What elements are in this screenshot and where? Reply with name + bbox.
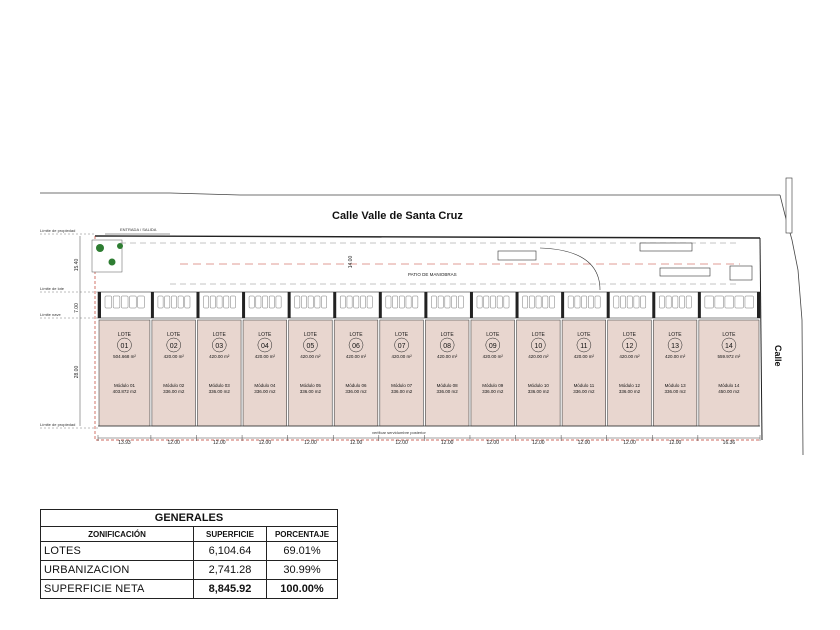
summary-title: GENERALES	[41, 510, 338, 527]
module-label: Módulo 01	[113, 383, 135, 388]
module-label: Módulo 10	[527, 383, 549, 388]
gate-box	[730, 266, 752, 280]
lot-area: 420.00 m²	[163, 354, 184, 359]
lot-number: 03	[215, 343, 224, 350]
lot-number: 06	[352, 343, 360, 350]
parking-stall	[445, 296, 450, 308]
lot-area: 420.00 m²	[437, 354, 458, 359]
lot-width-dim: 12.00	[349, 440, 363, 446]
parking-stall	[620, 296, 625, 308]
parking-stall	[705, 296, 714, 308]
module-area: 336.00 m2	[163, 389, 185, 394]
parking-stall	[568, 296, 573, 308]
lot-number: 04	[260, 343, 269, 350]
parking-stall	[413, 296, 418, 308]
parking-stall	[322, 296, 327, 308]
row-pct: 69.01%	[267, 542, 338, 561]
label-property-limit: Límite de propiedad	[40, 228, 76, 233]
parking-stall	[575, 296, 580, 308]
lot-area: 420.00 m²	[482, 354, 503, 359]
dock-separator	[242, 292, 245, 318]
module-label: Módulo 11	[573, 383, 595, 388]
dim-side-large: 28.00	[74, 365, 80, 379]
lot-width-dim: 13.93	[118, 440, 131, 446]
parking-stall	[301, 296, 306, 308]
parking-stall	[627, 296, 632, 308]
lot-width-dim: 12.00	[486, 440, 500, 446]
lot-number: 10	[534, 343, 543, 350]
module-area: 336.00 m2	[573, 389, 595, 394]
lot-number: 01	[120, 343, 129, 350]
parking-stall	[165, 296, 170, 308]
lot-label: LOTE	[167, 332, 181, 338]
module-area: 336.00 m2	[664, 389, 686, 394]
lot-width-dim: 12.00	[167, 440, 180, 446]
module-label: Módulo 09	[482, 383, 504, 388]
lot-width-dim: 12.00	[258, 440, 272, 446]
lot-number: 05	[306, 343, 315, 350]
dim-front-top: 15.40	[74, 258, 80, 272]
module-area: 336.00 m2	[436, 389, 458, 394]
lot-label: LOTE	[722, 332, 736, 338]
dock-separator	[607, 292, 610, 318]
row-area: 6,104.64	[194, 542, 267, 561]
lot-width-dim: 12.00	[213, 440, 226, 446]
parking-stall	[614, 296, 619, 308]
table-row	[41, 542, 338, 561]
lot-label: LOTE	[531, 332, 545, 338]
table-row	[41, 580, 338, 599]
parking-stall	[673, 296, 678, 308]
header-zonificacion: ZONIFICACIÓN	[41, 527, 194, 542]
module-label: Módulo 03	[208, 383, 230, 388]
lot-label: LOTE	[349, 332, 363, 338]
row-label: SUPERFICIE NETA	[41, 580, 194, 599]
parking-stall	[634, 296, 639, 308]
parking-stall	[130, 296, 137, 308]
lot-width-dim: 12.00	[440, 440, 454, 446]
parking-stall	[224, 296, 229, 308]
module-area: 450.00 m2	[718, 389, 740, 394]
row-area: 8,845.92	[194, 580, 267, 599]
street-top-label: Calle Valle de Santa Cruz	[332, 210, 463, 222]
parking-stall	[497, 296, 502, 308]
parking-stall	[217, 296, 222, 308]
lot-area: 420.00 m²	[391, 354, 412, 359]
parking-stall	[276, 296, 281, 308]
module-area: 336.00 m2	[482, 389, 504, 394]
lot-label: LOTE	[258, 332, 272, 338]
parking-stall	[536, 296, 541, 308]
label-limit-nave: Límite nave	[40, 312, 61, 317]
parking-stall	[666, 296, 671, 308]
lot-area: 420.00 m²	[345, 354, 367, 359]
parking-stall	[431, 296, 436, 308]
parking-stall	[588, 296, 593, 308]
lot-width-dim: 12.00	[623, 440, 636, 446]
module-area: 336.00 m2	[618, 389, 641, 394]
parking-stall	[438, 296, 443, 308]
module-label: Módulo 02	[163, 383, 185, 388]
dock-separator	[196, 292, 199, 318]
parking-stall	[269, 296, 274, 308]
module-area: 336.00 m2	[299, 389, 322, 394]
parking-stall	[340, 296, 345, 308]
module-area: 336.00 m2	[527, 389, 549, 394]
parking-stall	[686, 296, 691, 308]
parking-stall	[458, 296, 463, 308]
rear-note: verificar servidumbre posterior	[372, 430, 426, 435]
row-pct: 100.00%	[267, 580, 338, 599]
parking-stall	[523, 296, 528, 308]
dim-side-small: 7.00	[74, 303, 80, 313]
dock-separator	[333, 292, 336, 318]
parking-stall	[178, 296, 183, 308]
lot-number: 14	[725, 343, 733, 350]
module-label: Módulo 05	[299, 383, 321, 388]
parking-stall	[256, 296, 261, 308]
row-label: LOTES	[41, 542, 194, 561]
lot-label: LOTE	[395, 332, 409, 338]
parking-stall	[529, 296, 534, 308]
lot-label: LOTE	[303, 332, 317, 338]
parking-stall	[121, 296, 128, 308]
module-area: 336.00 m2	[208, 389, 230, 394]
truck-icon	[498, 251, 536, 260]
parking-stall	[735, 296, 744, 308]
parking-stall	[262, 296, 267, 308]
summary-table	[40, 509, 338, 599]
lot-area: 420.00 m²	[573, 354, 595, 359]
parking-stall	[138, 296, 145, 308]
parking-stall	[105, 296, 112, 308]
label-limit-anden: Límite de lote	[40, 286, 65, 291]
truck-icon	[640, 243, 692, 251]
parking-stall	[203, 296, 208, 308]
lot-number: 13	[671, 343, 679, 350]
parking-stall	[543, 296, 548, 308]
lot-label: LOTE	[212, 332, 226, 338]
lot-number: 08	[443, 343, 452, 350]
parking-stall	[315, 296, 320, 308]
lot-label: LOTE	[622, 332, 637, 338]
dim-center: 14.00	[348, 255, 354, 269]
dock-separator	[151, 292, 154, 318]
parking-stall	[725, 296, 734, 308]
parking-stall	[477, 296, 482, 308]
dock-separator	[98, 292, 101, 318]
lot-label: LOTE	[668, 332, 682, 338]
parking-stall	[484, 296, 489, 308]
road-edge-north	[40, 193, 780, 195]
lot-label: LOTE	[486, 332, 500, 338]
dock-separator	[698, 292, 701, 318]
parking-stall	[399, 296, 404, 308]
lot-number: 11	[580, 343, 588, 350]
tree-icon	[117, 243, 123, 249]
row-label: URBANIZACION	[41, 561, 194, 580]
parking-stall	[360, 296, 365, 308]
lot-area: 504.668 m²	[113, 354, 136, 359]
parking-stall	[295, 296, 300, 308]
module-label: Módulo 08	[436, 383, 458, 388]
lot-area: 420.00 m²	[528, 354, 549, 359]
street-right-label: Calle	[773, 345, 783, 367]
parking-stall	[249, 296, 254, 308]
parking-stall	[354, 296, 359, 308]
parking-stall	[308, 296, 313, 308]
lot-area: 420.00 m²	[209, 354, 230, 359]
parking-stall	[504, 296, 509, 308]
header-porcentaje: PORCENTAJE	[267, 527, 338, 542]
lot-width-dim: 12.00	[577, 440, 591, 446]
truck-icon	[660, 268, 710, 276]
parking-stall	[393, 296, 398, 308]
entrance-label: ENTRADA / SALIDA	[120, 227, 157, 232]
lot-number: 12	[625, 343, 634, 350]
parking-stall	[595, 296, 600, 308]
lot-width-dim: 12.00	[395, 440, 408, 446]
dock-separator	[516, 292, 519, 318]
dock-separator	[379, 292, 382, 318]
lot-label: LOTE	[117, 332, 131, 338]
lot-width-dim: 12.00	[532, 440, 545, 446]
module-label: Módulo 14	[718, 383, 740, 388]
module-label: Módulo 07	[391, 383, 413, 388]
road-edge-east-inner	[760, 238, 762, 440]
dock-separator	[757, 292, 760, 318]
parking-stall	[185, 296, 190, 308]
lot-number: 07	[397, 343, 406, 350]
road-edge-east	[780, 195, 803, 455]
module-area: 336.00 m2	[345, 389, 367, 394]
lot-width-dim: 12.00	[304, 440, 317, 446]
dock-separator	[470, 292, 473, 318]
parking-stall	[490, 296, 495, 308]
parking-stall	[113, 296, 120, 308]
row-pct: 30.99%	[267, 561, 338, 580]
patio-label: PATIO DE MANIOBRAS	[408, 272, 457, 277]
label-property-limit-bottom: Límite de propiedad	[40, 422, 76, 427]
parking-stall	[659, 296, 664, 308]
lot-area: 420.00 m²	[664, 354, 686, 359]
dock-separator	[561, 292, 564, 318]
lot-number: 02	[169, 343, 178, 350]
lot-width-dim: 16.36	[722, 440, 736, 446]
parking-stall	[171, 296, 176, 308]
parking-stall	[347, 296, 352, 308]
module-area: 403.872 m2	[112, 389, 137, 394]
module-label: Módulo 12	[618, 383, 640, 388]
tree-icon	[96, 244, 104, 252]
lot-number: 09	[488, 343, 497, 350]
module-label: Módulo 13	[664, 383, 686, 388]
module-label: Módulo 06	[345, 383, 367, 388]
module-label: Módulo 04	[254, 383, 276, 388]
lot-area: 420.00 m²	[300, 354, 321, 359]
module-area: 336.00 m2	[254, 389, 276, 394]
table-row	[41, 561, 338, 580]
parking-stall	[715, 296, 724, 308]
parking-stall	[582, 296, 587, 308]
parking-stall	[367, 296, 372, 308]
tree-icon	[109, 259, 116, 266]
road-edge-south	[95, 236, 760, 238]
parking-stall	[386, 296, 391, 308]
dock-separator	[424, 292, 427, 318]
module-area: 336.00 m2	[390, 389, 413, 394]
parking-stall	[641, 296, 646, 308]
lot-width-dim: 12.00	[668, 440, 682, 446]
parking-stall	[230, 296, 235, 308]
road-gate	[786, 178, 792, 233]
header-superficie: SUPERFICIE	[194, 527, 267, 542]
dock-separator	[288, 292, 291, 318]
parking-stall	[549, 296, 554, 308]
truck-turn-path	[540, 248, 600, 290]
parking-stall	[210, 296, 215, 308]
parking-stall	[406, 296, 411, 308]
dock-separator	[652, 292, 655, 318]
parking-stall	[158, 296, 163, 308]
lot-area: 420.00 m²	[254, 354, 275, 359]
parking-stall	[679, 296, 684, 308]
lot-area: 559.972 m²	[717, 354, 741, 359]
lots-group	[99, 320, 759, 426]
dimension-labels	[98, 435, 760, 446]
parking-stall	[452, 296, 457, 308]
parking-stall	[745, 296, 754, 308]
lot-label: LOTE	[577, 332, 591, 338]
row-area: 2,741.28	[194, 561, 267, 580]
lot-label: LOTE	[440, 332, 454, 338]
lot-area: 420.00 m²	[619, 354, 640, 359]
